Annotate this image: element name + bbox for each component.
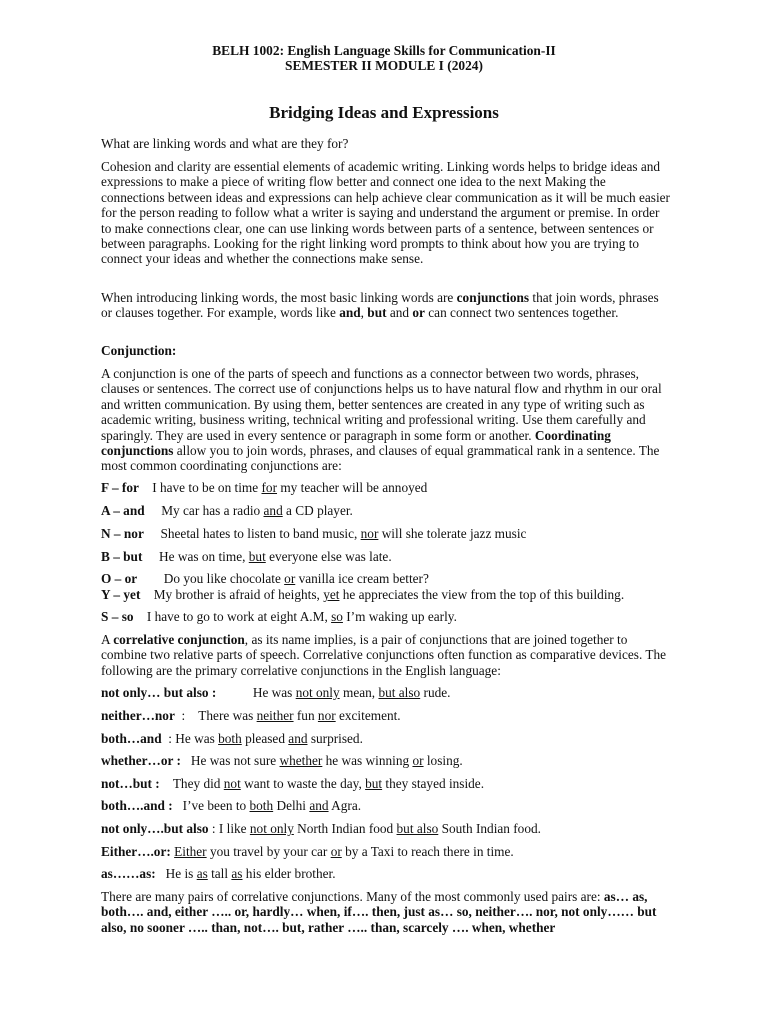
course-title: BELH 1002: English Language Skills for Communication-II bbox=[212, 43, 556, 58]
correlative-row-neither-nor: neither…nor : There was neither fun nor excitement. bbox=[101, 708, 401, 723]
fanboys-row-yet: Y – yet My brother is afraid of heights, yet he appreciates the view from the top of this building. bbox=[101, 587, 625, 602]
correlative-row-both-and: both…and : He was both pleased and surprised. bbox=[101, 731, 363, 746]
conjunction-heading: Conjunction: bbox=[101, 343, 177, 358]
paragraph-conjunction: A conjunction is one of the parts of speech and functions as a connector between two words, phrases, clauses or sentences. The correct use of conjunctions helps us to have natural flow and rhythm in our oral and written communication. By using them, better sentences are created in any type of writing such as academic writing, business writing, technical writing and professional writing. Use them carefully and sparingly. They are used in every sentence or paragraph in some form or another. Coordinating conjunctions allow you to join words, phrases, and clauses of equal grammatical rank in a sentence. The most common coordinating conjunctions are: bbox=[101, 366, 662, 474]
paragraph-cohesion: Cohesion and clarity are essential elements of academic writing. Linking words helps to bridge ideas and expressions to make a piece of writing flow better and connect one idea to the next Making the connections between ideas and expressions can help achieve clear communication as it will be much easier for the person reading to follow what a writer is saying and understand the argument or premise. In order to make connections clear, one can use linking words between parts of a sentence, between sentences or between paragraphs. Looking for the right linking word prompts to think about how you are trying to connect your ideas and whether the connections make sense. bbox=[101, 159, 670, 267]
correlative-row-either-or: Either….or: Either you travel by your car or by a Taxi to reach there in time. bbox=[101, 844, 514, 859]
correlative-row-not-only-but-also: not only… but also : He was not only mean, but also rude. bbox=[101, 685, 451, 700]
correlative-row-not-but: not…but : They did not want to waste the day, but they stayed inside. bbox=[101, 776, 485, 791]
fanboys-row-but: B – but He was on time, but everyone else was late. bbox=[101, 549, 392, 564]
fanboys-row-so: S – so I have to go to work at eight A.M, so I’m waking up early. bbox=[101, 609, 457, 624]
paragraph-correlative-pairs: There are many pairs of correlative conjunctions. Many of the most commonly used pairs are: as… as, both…. and, either ….. or, hardly… when, if…. then, just as… so, neither…. nor, not only…… but also, no sooner ….. than, not…. but, rather ….. than, scarcely …. when, whether bbox=[101, 889, 657, 935]
fanboys-row-for: F – for I have to be on time for my teacher will be annoyed bbox=[101, 480, 428, 495]
correlative-row-not-only-but-also-2: not only….but also : I like not only North Indian food but also South Indian food. bbox=[101, 821, 541, 836]
semester-module: SEMESTER II MODULE I (2024) bbox=[285, 58, 483, 73]
correlative-row-both-and-2: both….and : I’ve been to both Delhi and Agra. bbox=[101, 798, 362, 813]
paragraph-linking-words: When introducing linking words, the most basic linking words are conjunctions that join words, phrases or clauses together. For example, words like and, but and or can connect two sentences together. bbox=[101, 290, 659, 321]
correlative-row-as-as: as……as: He is as tall as his elder brother. bbox=[101, 866, 336, 881]
page-title: Bridging Ideas and Expressions bbox=[269, 103, 499, 122]
paragraph-correlative: A correlative conjunction, as its name implies, is a pair of conjunctions that are joined together to combine two relative parts of speech. Correlative conjunctions often function as comparative devices. The following are the primary correlative conjunctions in the English language: bbox=[101, 632, 667, 678]
fanboys-row-or: O – or Do you like chocolate or vanilla ice cream better? bbox=[101, 571, 429, 586]
correlative-row-whether-or: whether…or : He was not sure whether he was winning or losing. bbox=[101, 753, 463, 768]
intro-question: What are linking words and what are they for? bbox=[101, 136, 349, 151]
fanboys-row-and: A – and My car has a radio and a CD player. bbox=[101, 503, 353, 518]
fanboys-row-nor: N – nor Sheetal hates to listen to band music, nor will she tolerate jazz music bbox=[101, 526, 527, 541]
